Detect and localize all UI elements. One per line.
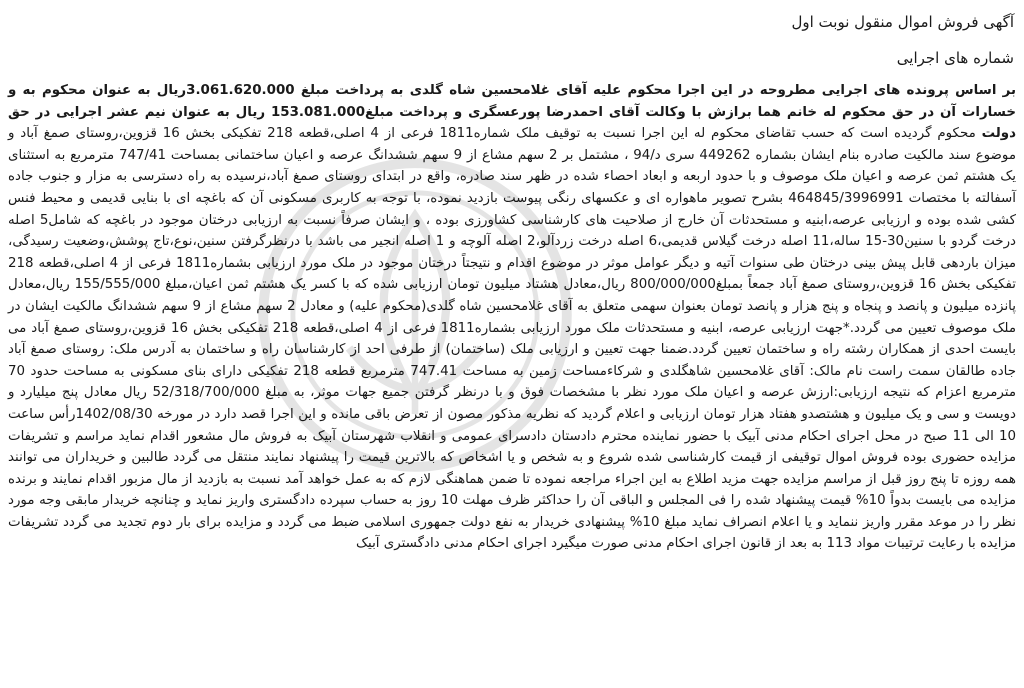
notice-body-text: محکوم گردیده است که حسب تقاضای محکوم له این اجرا نسبت به توقیف ملک شماره1811 فرعی از 4 اصلی،قطعه 218 تفکیکی بخش 16 قزوین،روستای صمغ آباد و موضوع سند مالکیت صادره بنام ایشان بشماره 449262 سری د/94 ، مشتمل بر 2 سهم مشاع از 9 سهم ششدانگ عرصه و اعیان ساختمانی بمساحت 747/41 مترمربع به استثنای یک هشتم ثمن عرصه و اعیان ملک موصوف و با حدود اربعه و ابعاد احصاء شده در ظهر سند صادره، واقع در ابتدای روستای صمغ آباد،نرسیده به راه دسترسی به مزار و جنوب جاده آسفالته با مختصات 464845/3996991 بشرح تصویر ماهواره ای و عکسهای رنگی پیوست بازدید نموده، با توجه به کاربری مسکونی آن که باغچه ای با بنایی قدیمی و محیط فنس کشی شده بوده و ارزیابی عرصه،ابنیه و مستحدثات آن خارج از صلاحیت های کارشناسی کشاورزی بوده ، و ایشان صرفاً نسبت به ارزیابی درختان موجود در باغچه که شامل5 اصله درخت گردو با سنین30-15 ساله،11 اصله درخت گیلاس قدیمی،6 اصله درخت زردآلو،2 اصله آلوچه و 1 اصله انجیر می باشد با درنظرگرفتن سنین،نوع،تاج پوشش،وضعیت رسیدگی، میزان باردهی قابل پیش بینی درختان طی سنوات آتیه و دیگر عوامل موثر در موضوع اقدام و نتیجتاً درختان موجود در ملک مورد ارزیابی بشماره1811 فرعی از 4 اصلی،قطعه 218 تفکیکی بخش 16 قزوین،روستای صمغ آباد جمعاً بمبلغ800/000/000 ریال،معادل هشتاد میلیون تومان ارزیابی شده که با کسر یک هشتم ثمن اعیان،مبلغ 155/555/000 ریال،معادل پانزده میلیون و پانصد و پنجاه و پنج هزار و پانصد تومان بعنوان سهمی متعلق به آقای غلامحسین شاه گلدی(محکوم علیه) و معادل 2 سهم مشاع از 9 سهم ششدانگ مالکیت ایشان در ملک موصوف تعیین می گردد.*جهت ارزیابی عرصه، ابنیه و مستحدثات ملک مورد ارزیابی بشماره1811 فرعی از 4 اصلی،قطعه 218 تفکیکی بخش 16 قزوین،روستای صمغ آباد می بایست احدی از همکاران رشته راه و ساختمان تعیین گردد.ضمنا جهت تعیین و ارزیابی ملک (ساختمان) از طرفی احد از کارشناسان راه و ساختمان به آدرس ملک: روستای صمغ آباد جاده طالقان سمت راست نام مالک: آقای غلامحسین شاهگلدی و شرکاءمساحت زمین به مساحت 747.41 مترمربع قطعه 218 تفکیکی دارای بنای مسکونی به مساحت حدود 70 مترمربع اعزام که نتیجه ارزیابی:ارزش عرصه و اعیان ملک مورد نظر با مشخصات فوق و با درنظر گرفتن جمیع جهات موثر، به مبلغ 52/318/700/000 ریال معادل پنج میلیارد و دویست و سی و یک میلیون و هشتصدو هفتاد هزار تومان ارزیابی و اعلام گردید که نظریه مذکور مصون از تعرض باقی مانده و این اجرا قصد دارد در مورخه 1402/08/30رأس ساعت 10 الی 11 صبح در محل اجرای احکام مدنی آبیک با حضور نماینده محترم دادستان دادسرای عمومی و انقلاب شهرستان آبیک به فروش مال مشعور اقدام نماید مراسم و تشریفات مزایده حضوری بوده فروش اموال توقیفی از قیمت کارشناسی شده شروع و به شخص و یا اشخاص که بالاترین قیمت را پیشنهاد نمایند منتقل می گردد طالبین و خریداران می توانند همه روزه تا پنج روز قبل از مراسم مزایده جهت مزید اطلاع به این اجراء مراجعه نموده تا ضمن هماهنگی لازم که به عمل خواهد آمد نسبت به بازدید از مال مزبور اقدام نمایند و برنده مزایده می بایست بدواً 10% قیمت پیشنهاد شده را فی المجلس و الباقی آن را حداکثر ظرف مهلت 10 روز به حساب سپرده دادگستری واریز نماید و چنانچه خریدار مابقی وجه مورد نظر را در موعد مقرر واریز ننماید و یا اعلام انصراف نماید مبلغ 10% پیشنهادی خریدار به نفع دولت جمهوری اسلامی ضبط می گردد و مزایده برای بار دوم تجدید می گردد تشریفات مزایده با رعایت ترتیبات مواد 113 به بعد از قانون اجرای احکام مدنی صورت میگیرد اجرای احکام مدنی دادگستری آبیک xyxy=(8,126,1017,552)
notice-title: آگهی فروش اموال منقول نوبت اول xyxy=(791,13,1014,31)
notice-body xyxy=(8,80,1016,555)
notice-body-bold-lead: بر اساس پرونده های اجرایی مطروحه در این اجرا محکوم علیه آقای غلامحسین شاه گلدی به پرداخت مبلغ 3.061.620.000ریال به عنوان محکوم به و خسارات آن در حق محکوم له خانم هما برازش با وکالت آقای احمدرضا پورعسگری و پرداخت مبلغ153.081.000 ریال به عنوان نیم عشر اجرایی در حق دولت xyxy=(8,83,1016,142)
notice-subtitle: شماره های اجرایی xyxy=(896,49,1014,67)
